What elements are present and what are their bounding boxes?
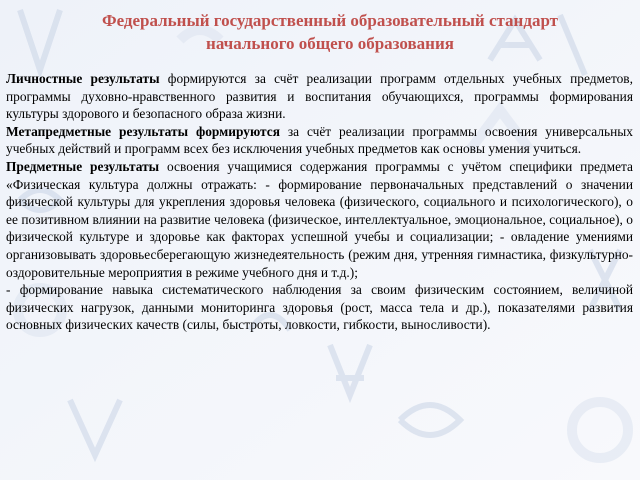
paragraph-personal-results	[6, 70, 633, 123]
metasubject-results-lead: Метапредметные результаты формируются	[6, 123, 280, 139]
personal-results-lead: Личностные результаты	[6, 71, 160, 86]
personal-results-text: формируются за счёт реализации программ отдельных учебных предметов, программы духовно-нравственного развития и воспитания обучающихся, программы формирования культуры здорового и безопасного образа жизни.	[6, 71, 633, 122]
paragraph-skill-formation	[6, 281, 633, 334]
slide-body	[6, 70, 633, 334]
metasubject-results-text: за счёт реализации программы освоения универсальных учебных действий и программ всех без исключения учебных предметов как основы умения учиться.	[6, 123, 633, 157]
title-line-1: Федеральный государственный образовательный стандарт	[101, 11, 559, 30]
slide-title	[60, 9, 600, 55]
paragraph-metasubject-results	[6, 123, 633, 158]
title-line-2: начального общего образования	[206, 34, 454, 53]
skill-formation-text: - формирование навыка систематического наблюдения за своим физическим состоянием, величиной физических нагрузок, данными мониторинга здоровья (рост, масса тела и др.), показателями развития основных физических качеств (силы, быстроты, ловкости, гибкости, выносливости).	[6, 282, 633, 333]
subject-results-text: освоения учащимися содержания программы с учётом специфики предмета «Физическая культура должны отражать: - формирование первоначальных представлений о значении физической культуры для укрепления здоровья человека (физического, социального и психологического), о ее позитивном влиянии на развитие человека (физическое, интеллектуальное, эмоциональное, социальное), о физической культуре и здоровье как факторах успешной учебы и социализации; - овладение умениями организовывать здоровьесберегающую жизнедеятельность (режим дня, утренняя гимнастика, физкультурно-оздоровительные мероприятия в режиме учебного дня и т.д.);	[6, 158, 633, 280]
subject-results-lead: Предметные результаты	[6, 158, 160, 174]
paragraph-subject-results	[6, 158, 633, 281]
